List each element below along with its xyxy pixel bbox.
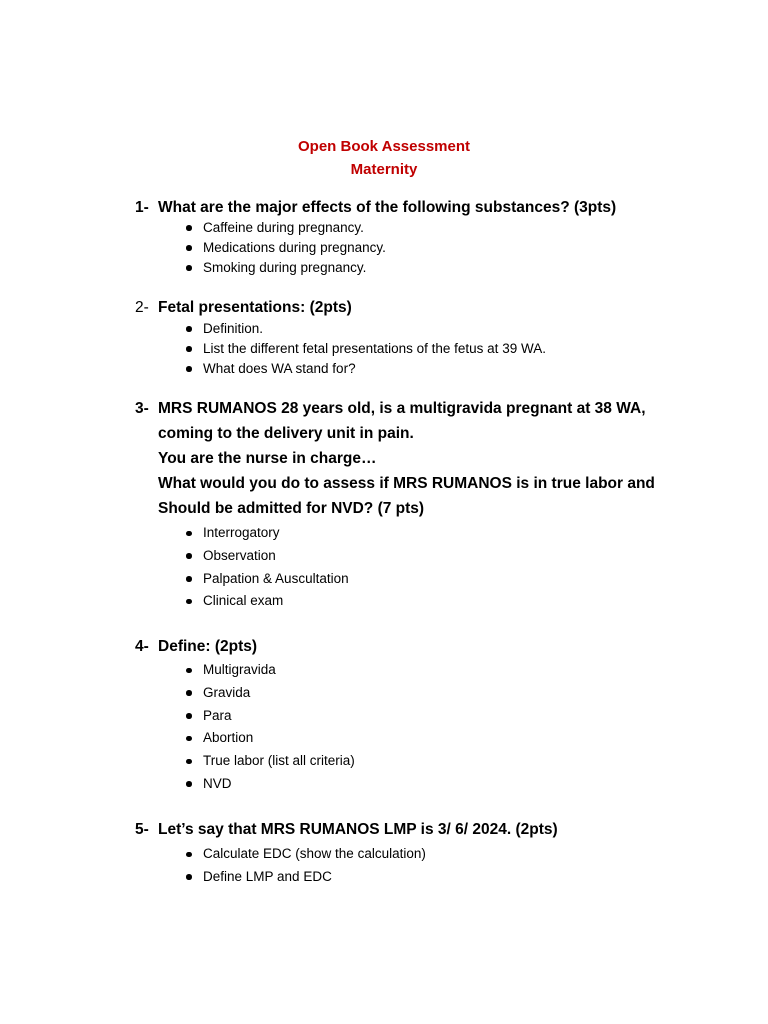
list-item: NVD: [0, 773, 355, 796]
question-number: 4-: [135, 638, 149, 655]
question-text: Let’s say that MRS RUMANOS LMP is 3/ 6/ 2024. (2pts): [158, 821, 558, 838]
list-item: Medications during pregnancy.: [0, 238, 386, 258]
list-item: Observation: [0, 545, 349, 568]
question-text-line: Should be admitted for NVD? (7 pts): [158, 500, 425, 517]
question-5: [135, 817, 695, 842]
question-1-bullets: [0, 218, 386, 278]
question-text-line: coming to the delivery unit in pain.: [158, 425, 414, 442]
list-item: Interrogatory: [0, 522, 349, 545]
question-text-line: What would you do to assess if MRS RUMANOS is in true labor and: [158, 475, 655, 492]
document-title: Open Book Assessment: [298, 138, 470, 155]
question-2-bullets: [0, 319, 546, 379]
question-3: [135, 396, 695, 521]
question-text: Fetal presentations: (2pts): [158, 299, 352, 316]
question-number: 5-: [135, 821, 149, 838]
list-item: What does WA stand for?: [0, 359, 546, 379]
list-item: Gravida: [0, 682, 355, 705]
question-2: [135, 295, 695, 320]
list-item: Para: [0, 705, 355, 728]
list-item: Smoking during pregnancy.: [0, 258, 386, 278]
question-text-line: You are the nurse in charge…: [158, 450, 377, 467]
question-text-line: MRS RUMANOS 28 years old, is a multigravida pregnant at 38 WA,: [158, 400, 646, 417]
list-item: Calculate EDC (show the calculation): [0, 843, 426, 866]
question-text: Define: (2pts): [158, 638, 258, 655]
list-item: Palpation & Auscultation: [0, 568, 349, 591]
question-4: [135, 634, 695, 659]
list-item: Definition.: [0, 319, 546, 339]
list-item: Abortion: [0, 727, 355, 750]
question-number: 2-: [135, 299, 149, 316]
list-item: True labor (list all criteria): [0, 750, 355, 773]
list-item: Multigravida: [0, 659, 355, 682]
question-number: 3-: [135, 400, 149, 417]
list-item: Define LMP and EDC: [0, 866, 426, 889]
question-text: What are the major effects of the following substances? (3pts): [158, 199, 617, 216]
document-subtitle: Maternity: [350, 161, 418, 178]
list-item: Clinical exam: [0, 590, 349, 613]
list-item: Caffeine during pregnancy.: [0, 218, 386, 238]
list-item: List the different fetal presentations of the fetus at 39 WA.: [0, 339, 546, 359]
question-5-bullets: [0, 843, 426, 889]
question-3-bullets: [0, 522, 349, 613]
question-number: 1-: [135, 199, 149, 216]
question-1: [135, 195, 695, 220]
question-4-bullets: [0, 659, 355, 796]
